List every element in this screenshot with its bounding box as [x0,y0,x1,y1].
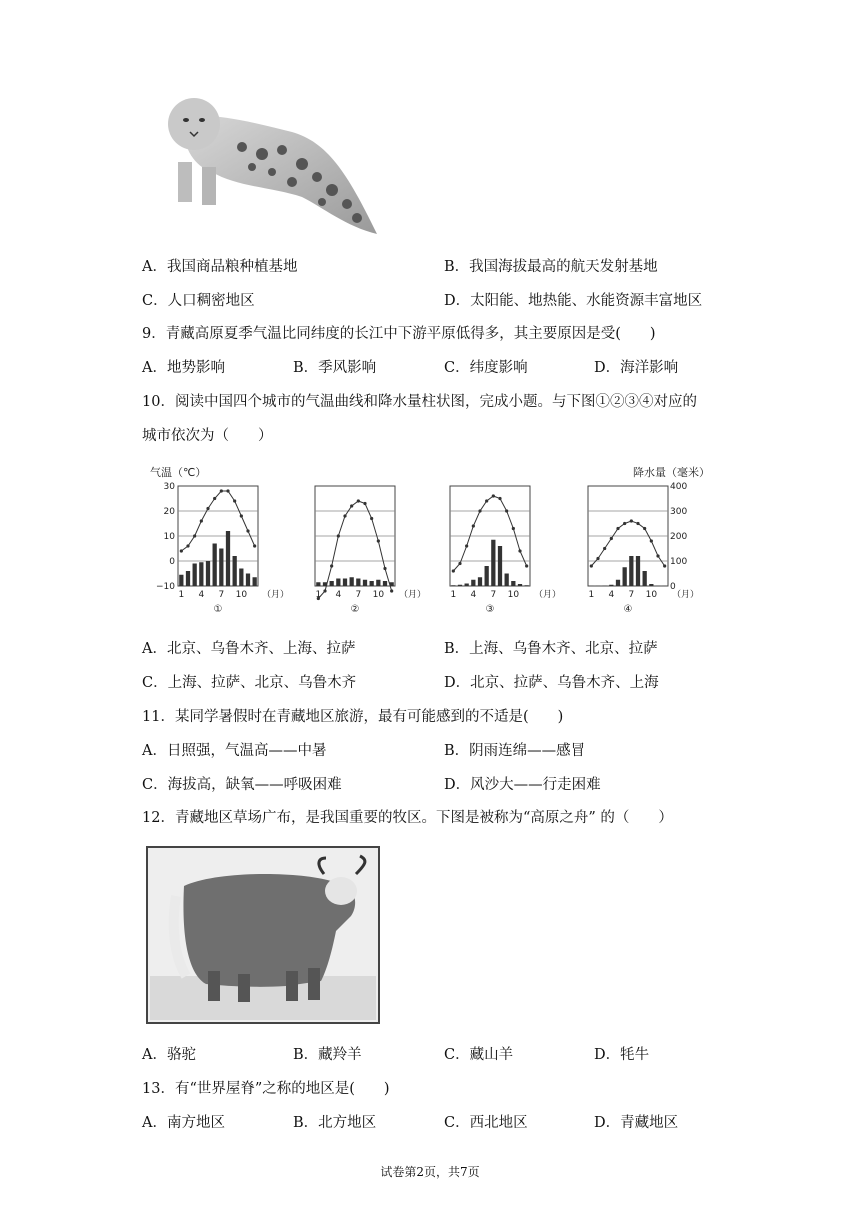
q12-option-d: D．牦牛 [594,1047,650,1063]
temperature-point [623,522,626,525]
precip-bar [451,585,455,586]
temp-tick-label: 20 [163,507,175,517]
page-footer: 试卷第2页，共7页 [380,1165,480,1179]
temperature-line [318,501,391,599]
precip-bar [253,577,257,586]
q9-option-c: C．纬度影响 [444,360,528,376]
temp-tick-label: 30 [163,482,175,492]
chart-label-2: ② [350,604,360,615]
precip-bar [356,579,360,587]
precip-bar [505,574,509,587]
q8-option-a: A．我国商品粮种植基地 [142,259,298,275]
temperature-point [193,534,196,537]
temperature-point [518,549,521,552]
precip-bar [603,586,607,587]
q11-option-b: B．阴雨连绵——感冒 [444,743,586,759]
month-tick-label: 10 [235,590,248,600]
q9-option-b: B．季风影响 [293,360,377,376]
q10-stem-line2: 城市依次为（ ） [142,428,273,444]
precip-bar [623,567,627,586]
temperature-point [472,524,475,527]
yak-image [146,846,380,1024]
month-tick-label: 7 [355,590,362,600]
temperature-line [181,491,254,551]
temp-axis-label: 气温（℃） [150,466,207,479]
precip-tick-label: 400 [670,482,688,492]
precip-bar [511,581,515,586]
precip-bar [316,582,320,586]
q10-option-c: C．上海、拉萨、北京、乌鲁木齐 [142,675,357,691]
temperature-point [253,544,256,547]
month-tick-label: 1 [178,590,185,600]
q11-option-c: C．海拔高，缺氧——呼吸困难 [142,777,342,793]
month-tick-label: 10 [645,590,658,600]
precip-bar [370,581,374,586]
temperature-point [636,522,639,525]
climate-charts [150,460,710,620]
q12-stem: 12．青藏地区草场广布，是我国重要的牧区。下图是被称为“高原之舟” 的（ ） [142,810,673,826]
temperature-point [186,544,189,547]
q13-option-b: B．北方地区 [293,1115,377,1131]
temperature-point [656,554,659,557]
precip-bar [629,556,633,586]
temperature-point [206,507,209,510]
precip-bar [206,561,210,586]
q11-option-a: A．日照强，气温高——中暑 [142,743,327,759]
chart-label-4: ④ [623,604,633,615]
precip-bar [193,564,197,587]
temperature-point [663,564,666,567]
q10-option-d: D．北京、拉萨、乌鲁木齐、上海 [444,675,659,691]
precip-bar [649,584,653,586]
chart-label-1: ① [213,604,223,615]
month-tick-label: 10 [507,590,520,600]
precip-bar [233,556,237,586]
temp-tick-label: 0 [169,557,175,567]
precip-bar [518,584,522,586]
precip-tick-label: 200 [670,532,688,542]
temperature-point [452,569,455,572]
precip-tick-label: 300 [670,507,688,517]
temperature-point [323,589,326,592]
temp-tick-label: 10 [163,532,175,542]
temperature-point [485,499,488,502]
month-unit-label: （月） [672,590,700,600]
temperature-point [603,547,606,550]
q10-stem-line1: 10．阅读中国四个城市的气温曲线和降水量柱状图，完成小题。与下图①②③④对应的 [142,394,697,410]
month-tick-label: 7 [490,590,497,600]
temperature-point [492,494,495,497]
precip-bar [465,584,469,587]
precip-bar [186,571,190,586]
q8-option-b: B．我国海拔最高的航天发射基地 [444,259,658,275]
precip-bar [330,581,334,586]
month-tick-label: 4 [608,590,615,600]
temperature-point [240,514,243,517]
month-tick-label: 4 [198,590,205,600]
precip-bar [246,574,250,587]
precip-bar [478,577,482,586]
temperature-point [343,514,346,517]
month-tick-label: 4 [470,590,477,600]
q12-option-a: A．骆驼 [142,1047,196,1063]
precip-tick-label: 100 [670,557,688,567]
precip-bar [336,579,340,587]
temperature-point [498,497,501,500]
temperature-point [383,567,386,570]
precip-bar [363,580,367,586]
month-tick-label: 7 [218,590,225,600]
temperature-point [512,527,515,530]
precip-bar [471,580,475,586]
temperature-point [370,517,373,520]
precip-bar [226,531,230,586]
temperature-point [643,527,646,530]
q13-stem: 13．有“世界屋脊”之称的地区是( ) [142,1081,390,1097]
precip-bar [199,562,203,586]
precip-bar [383,581,387,586]
temperature-point [377,539,380,542]
precip-bar [525,585,529,586]
month-tick-label: 4 [335,590,342,600]
snow-leopard-image [142,92,382,242]
temperature-point [246,529,249,532]
precip-bar [179,575,183,586]
precip-bar [350,577,354,586]
precip-bar [213,544,217,587]
temperature-point [458,562,461,565]
temperature-point [226,489,229,492]
temperature-point [337,534,340,537]
precip-bar [609,585,613,586]
month-tick-label: 1 [450,590,457,600]
q8-option-c: C．人口稠密地区 [142,293,255,309]
q11-stem: 11．某同学暑假时在青藏地区旅游，最有可能感到的不适是( ) [142,709,564,725]
temperature-point [350,504,353,507]
temperature-point [465,544,468,547]
q11-option-d: D．风沙大——行走困难 [444,777,601,793]
month-tick-label: 7 [628,590,635,600]
month-unit-label: （月） [399,590,427,600]
temperature-point [478,509,481,512]
temperature-point [233,499,236,502]
precip-bar [376,580,380,586]
precip-bar [643,571,647,586]
precip-bar [498,546,502,586]
q13-option-c: C．西北地区 [444,1115,528,1131]
temperature-point [213,497,216,500]
q13-option-a: A．南方地区 [142,1115,225,1131]
q13-option-d: D．青藏地区 [594,1115,679,1131]
precip-bar [239,569,243,587]
temperature-point [357,499,360,502]
temperature-point [363,502,366,505]
month-unit-label: （月） [262,590,290,600]
temperature-point [616,527,619,530]
month-tick-label: 1 [588,590,595,600]
precip-axis-label: 降水量（毫米） [633,466,710,479]
temperature-point [590,564,593,567]
q12-option-b: B．藏羚羊 [293,1047,362,1063]
temperature-point [220,489,223,492]
temperature-point [505,509,508,512]
temp-tick-label: −10 [156,582,175,592]
q12-option-c: C．藏山羊 [444,1047,514,1063]
q9-option-a: A．地势影响 [142,360,225,376]
precip-bar [636,556,640,586]
precip-bar [458,585,462,586]
month-tick-label: 10 [372,590,385,600]
temperature-point [390,589,393,592]
temperature-point [180,549,183,552]
q9-stem: 9．青藏高原夏季气温比同纬度的长江中下游平原低得多，其主要原因是受( ) [142,326,656,342]
precip-tick-label: 0 [670,582,676,592]
temperature-point [200,519,203,522]
precip-bar [491,540,495,586]
q10-option-b: B．上海、乌鲁木齐、北京、拉萨 [444,641,658,657]
temperature-point [610,537,613,540]
precip-bar [616,580,620,586]
temperature-line [453,496,526,571]
temperature-point [525,564,528,567]
q8-option-d: D．太阳能、地热能、水能资源丰富地区 [444,293,703,309]
temperature-point [630,519,633,522]
month-unit-label: （月） [534,590,562,600]
q9-option-d: D．海洋影响 [594,360,679,376]
precip-bar [485,566,489,586]
chart-label-3: ③ [485,604,495,615]
month-tick-label: 1 [315,590,322,600]
temperature-line [591,521,664,566]
temperature-point [650,539,653,542]
temperature-point [330,564,333,567]
q10-option-a: A．北京、乌鲁木齐、上海、拉萨 [142,641,356,657]
temperature-point [596,557,599,560]
precip-bar [343,579,347,587]
precip-bar [219,549,223,587]
